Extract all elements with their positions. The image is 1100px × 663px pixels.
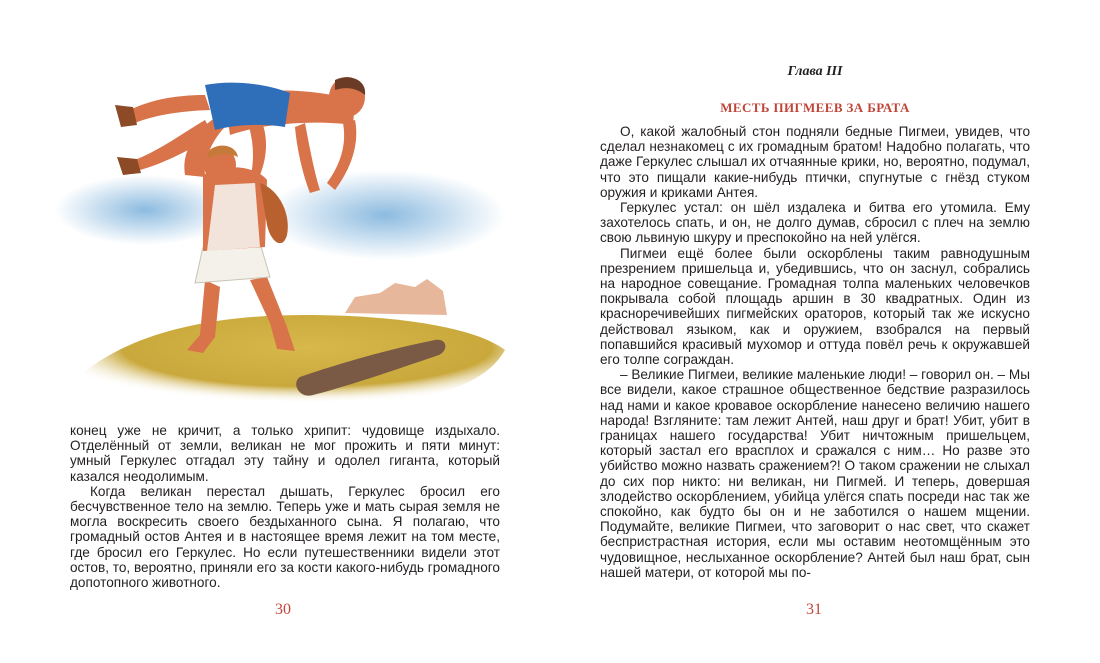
- right-paragraph-3: Пигмеи ещё более были оскорблены таким равнодушным презрением пришельца и, убедившись, что он заснул, собрались на народное совещание. Громадная толпа маленьких человечков покрывала собой площадь аршин в 30 квадратных. Один из красноречивейших пигмейских ораторов, который так же искусно действовал языком, как и оружием, взобрался на первый попавшийся красивый мухомор и оттуда повёл речь к окружавшей его толпе сограждан.: [600, 245, 1030, 368]
- left-paragraph-1: конец уже не кричит, а только хрипит: чудовище издыхало. Отделённый от земли, великан не мог прожить и пяти минут: умный Геркулес отгадал эту тайну и одолел гиганта, который казался неодолимым.: [70, 423, 500, 484]
- right-paragraph-1: О, какой жалобный стон подняли бедные Пигмеи, увидев, что сделал незнакомец с их громадным братом! Надобно полагать, что даже Геркулес слышал их отчаянные крики, но, вероятно, подумал, что это пищали какие-нибудь птички, спугнутые с гнёзд стуком оружия и криками Антея.: [600, 124, 1030, 200]
- sky-cloud: [265, 170, 505, 260]
- page-number-right: 31: [806, 601, 822, 618]
- left-page-text: [70, 423, 500, 590]
- right-paragraph-2: Геркулес устал: он шёл издалека и битва его утомила. Ему захотелось спать, и он, не долго думав, сбросил с плеч на землю свою львиную шкуру и преспокойно на ней улёгся.: [600, 200, 1030, 246]
- hercules-antaeus-illustration: [55, 65, 505, 410]
- left-paragraph-2: Когда великан перестал дышать, Геркулес бросил его бесчувственное тело на землю. Теперь уже и мать сырая земля не могла воскресить своего бездыханного сына. Я полагаю, что громадный остов Антея и в настоящее время лежит на том месте, где бросил его Геркулес. Но если путешественники видели этот остов, то, вероятно, приняли его за кости какого-нибудь громадного допотопного животного.: [70, 483, 500, 591]
- chapter-label: Глава III: [787, 64, 843, 79]
- distant-city: [345, 279, 447, 315]
- page-number-left: 30: [275, 601, 291, 618]
- chapter-title: МЕСТЬ ПИГМЕЕВ ЗА БРАТА: [720, 100, 910, 115]
- right-paragraph-4: – Великие Пигмеи, великие маленькие люди! – говорил он. – Мы все видели, какое страшное общественное бедствие разразилось над нами и какое кровавое оскорбление нанесено величию нашего народа! Взгляните: там лежит Антей, наш друг и брат! Убит, убит в границах нашего государства! Убит ничтожным пришельцем, который застал его врасплох и сражался с ним… Но разве это убийство можно назвать сражением?! О таком сражении не слыхал до сих пор никто: ни великан, ни Пигмей. И теперь, довершая злодейство оскорблением, убийца улёгся спать посреди нас так же спокойно, как будто бы он и не заботился о нашем мщении. Подумайте, великие Пигмеи, что заговорит о нас свет, что скажет беспристрастная история, если мы оставим неотомщённым это чудовищное, неслыханное оскорбление? Антей был наш брат, сын нашей матери, от которой мы по-: [600, 367, 1030, 580]
- right-page-text: [600, 124, 1030, 580]
